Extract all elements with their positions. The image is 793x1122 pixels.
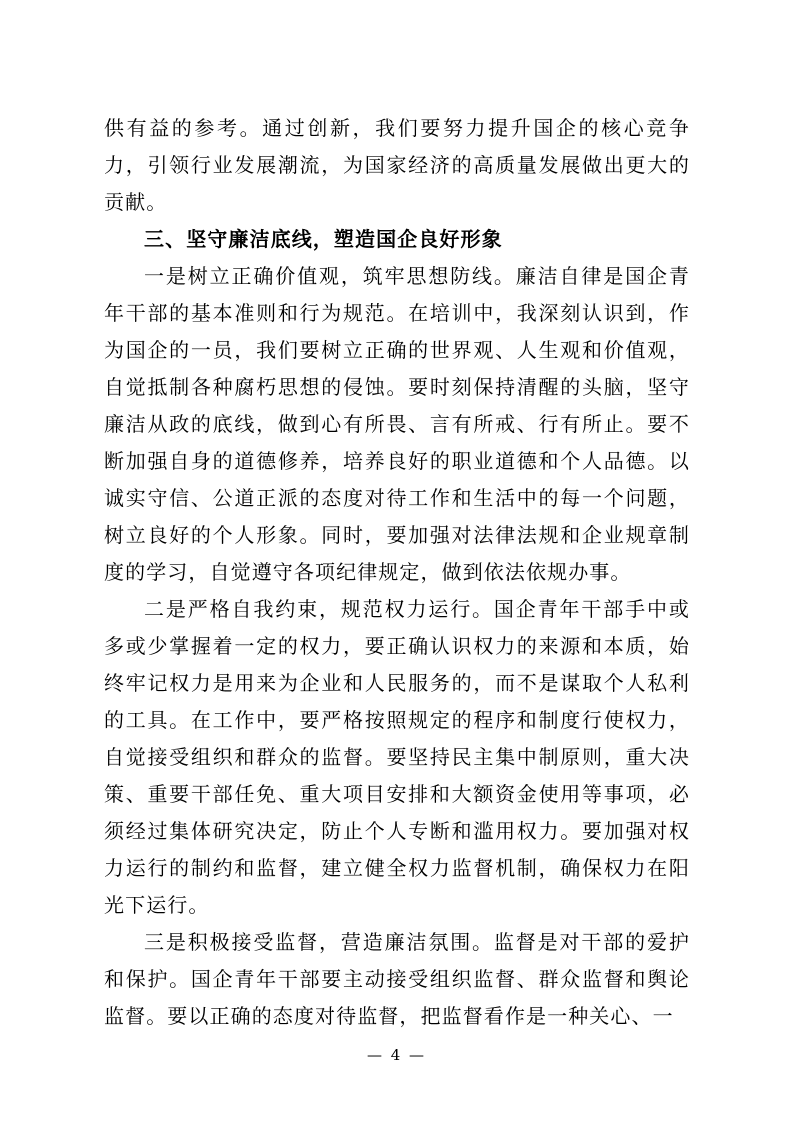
continuation-paragraph: 供有益的参考。通过创新，我们要努力提升国企的核心竞争力，引领行业发展潮流，为国家经济的高质量发展做出更大的贡献。 (104, 116, 690, 214)
page-number: — 4 — (366, 1046, 427, 1064)
paragraph-2: 二是严格自我约束，规范权力运行。国企青年干部手中或多或少掌握着一定的权力，要正确认识权力的来源和本质，始终牢记权力是用来为企业和人民服务的，而不是谋取个人私利的工具。在工作中，要严格按照规定的程序和制度行使权力，自觉接受组织和群众的监督。要坚持民主集中制原则，重大决策、重要干部任免、重大项目安排和大额资金使用等事项，必须经过集体研究决定，防止个人专断和滥用权力。要加强对权力运行的制约和监督，建立健全权力监督机制，确保权力在阳光下运行。 (104, 597, 690, 917)
paragraph-3: 三是积极接受监督，营造廉洁氛围。监督是对干部的爱护和保护。国企青年干部要主动接受组织监督、群众监督和舆论监督。要以正确的态度对待监督，把监督看作是一种关心、一 (104, 930, 690, 1028)
paragraph-1: 一是树立正确价值观，筑牢思想防线。廉洁自律是国企青年干部的基本准则和行为规范。在培训中，我深刻认识到，作为国企的一员，我们要树立正确的世界观、人生观和价值观，自觉抵制各种腐朽思想的侵蚀。要时刻保持清醒的头脑，坚守廉洁从政的底线，做到心有所畏、言有所戒、行有所止。要不断加强自身的道德修养，培养良好的职业道德和个人品德。以诚实守信、公道正派的态度对待工作和生活中的每一个问题，树立良好的个人形象。同时，要加强对法律法规和企业规章制度的学习，自觉遵守各项纪律规定，做到依法依规办事。 (104, 264, 690, 584)
page-content (104, 110, 690, 1035)
section-heading: 三、坚守廉洁底线，塑造国企良好形象 (144, 227, 503, 251)
